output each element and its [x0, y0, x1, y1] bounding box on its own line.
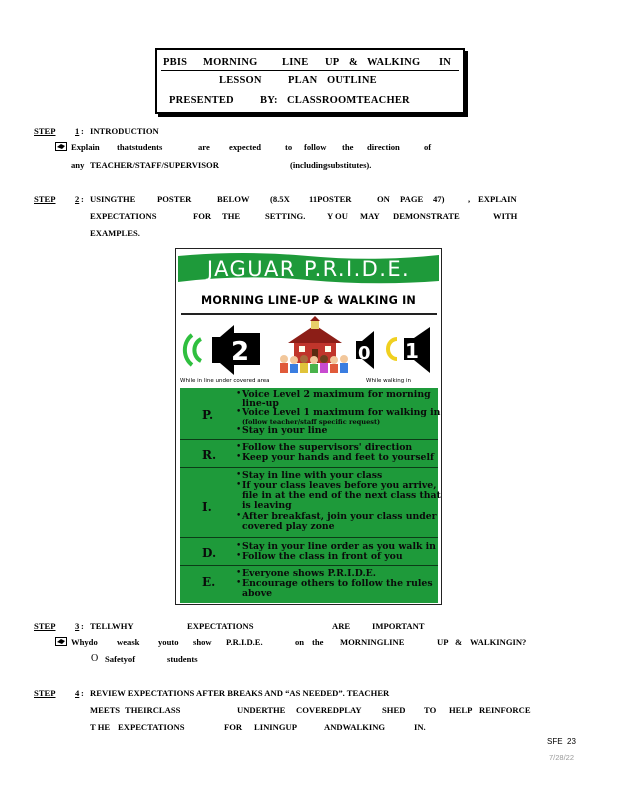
text-word: FOR: [193, 211, 212, 221]
page-number: 23: [567, 737, 576, 746]
text-word: (8.5X: [270, 194, 290, 204]
row-letter: I.: [202, 500, 212, 514]
row-line: Voice Level 1 maximum for walking in: [242, 407, 441, 418]
row-line: Follow the supervisors' direction: [242, 442, 413, 453]
step-number: 4: [75, 688, 80, 698]
text-word: ON: [377, 194, 390, 204]
title-word: UP: [325, 57, 340, 68]
text-word: youto: [158, 637, 179, 647]
text-word: T HE: [90, 722, 111, 732]
caption-right: While walking in: [366, 378, 411, 384]
text-word: thatstudents: [117, 142, 163, 152]
title-word: OUTLINE: [327, 75, 377, 86]
title-underline: [161, 70, 459, 71]
row-line: (follow teacher/staff specific request): [242, 418, 381, 426]
text-word: PAGE: [400, 194, 424, 204]
text-word: LININGUP: [254, 722, 297, 732]
text-word: weask: [117, 637, 140, 647]
hand-pointer-icon: [55, 142, 67, 151]
text-word: EXAMPLES.: [90, 228, 140, 238]
text-word: REINFORCE: [479, 705, 531, 715]
row-line: line-up: [242, 398, 279, 409]
text-word: direction: [367, 142, 400, 152]
voice-level-number: 0: [358, 343, 371, 364]
text-word: EXPLAIN: [478, 194, 517, 204]
text-word: Whydo: [71, 637, 98, 647]
title-word: MORNING: [203, 57, 258, 68]
text-word: Y OU: [327, 211, 348, 221]
title-word: BY:: [260, 95, 278, 106]
row-line: Keep your hands and feet to yourself: [242, 452, 435, 463]
bullet: •: [236, 389, 242, 399]
voice-level-number: 2: [231, 337, 250, 367]
title-word: PLAN: [288, 75, 318, 86]
bullet: •: [236, 480, 242, 490]
title-word: LINE: [282, 57, 309, 68]
row-line: Encourage others to follow the rules: [242, 578, 433, 589]
text-word: TELLWHY: [90, 621, 134, 631]
text-word: ,: [468, 194, 471, 204]
text-word: 11POSTER: [309, 194, 352, 204]
bullet: •: [236, 568, 242, 578]
text-word: MAY: [360, 211, 380, 221]
text-word: WALKINGIN?: [470, 637, 527, 647]
bullet: •: [236, 452, 242, 462]
step-label: STEP: [34, 688, 56, 698]
text-word: FOR: [224, 722, 243, 732]
text-word: P.R.I.D.E.: [226, 637, 263, 647]
children-icon: [280, 355, 348, 373]
title-word: PRESENTED: [169, 95, 234, 106]
row-line: Voice Level 2 maximum for morning: [242, 389, 431, 400]
hand-pointer-icon: [55, 637, 67, 646]
text-word: SETTING.: [265, 211, 306, 221]
sound-wave-icon: [185, 335, 192, 365]
schoolhouse-icon: [288, 316, 342, 363]
sound-wave-icon: [194, 339, 201, 361]
text-word: are: [198, 142, 210, 152]
row-line: Follow the class in front of you: [242, 551, 403, 562]
bullet: •: [236, 407, 242, 417]
step-label: STEP: [34, 194, 56, 204]
title-box: [155, 48, 465, 114]
text-word: EXPECTATIONS: [118, 722, 185, 732]
text-word: EXPECTATIONS: [187, 621, 254, 631]
text-word: TEACHER/STAFF/SUPERVISOR: [90, 160, 219, 170]
text-word: ANDWALKING: [324, 722, 386, 732]
row-line: Stay in line with your class: [242, 470, 383, 481]
text-word: BELOW: [217, 194, 250, 204]
row-letter: D.: [202, 546, 217, 560]
bullet: •: [236, 442, 242, 452]
poster-banner: [178, 252, 439, 284]
text-word: WITH: [493, 211, 518, 221]
row-line: is leaving: [242, 500, 292, 511]
row-line: above: [242, 588, 273, 599]
step-heading: INTRODUCTION: [90, 126, 159, 136]
row-divider: [180, 537, 438, 538]
text-word: Safetyof: [105, 654, 136, 664]
text-word: DEMONSTRATE: [393, 211, 460, 221]
step-label: STEP: [34, 126, 56, 136]
text-word: USINGTHE: [90, 194, 136, 204]
step-heading: REVIEW EXPECTATIONS AFTER BREAKS AND “AS NEEDED”. TEACHER: [90, 688, 390, 698]
row-divider: [180, 439, 438, 440]
step-colon: :: [81, 621, 84, 631]
text-word: on: [295, 637, 305, 647]
row-line: If your class leaves before you arrive,: [242, 480, 437, 491]
sound-wave-icon: [388, 339, 397, 359]
bullet: •: [236, 578, 242, 588]
text-word: TO: [424, 705, 437, 715]
poster-subtitle: MORNING LINE-UP & WALKING IN: [200, 294, 416, 307]
text-word: the: [342, 142, 354, 152]
text-word: THE: [222, 211, 241, 221]
row-letter: E.: [202, 575, 216, 589]
step-number: 2: [75, 194, 80, 204]
text-word: MEETS: [90, 705, 121, 715]
row-divider: [180, 467, 438, 468]
circle-bullet: O: [91, 653, 99, 664]
bullet: •: [236, 470, 242, 480]
text-word: MORNINGLINE: [340, 637, 405, 647]
step-number: 3: [75, 621, 80, 631]
bullet: •: [236, 425, 242, 435]
title-word: WALKING: [367, 57, 421, 68]
footer-date: 7/28/22: [549, 753, 575, 762]
bullet: •: [236, 541, 242, 551]
text-word: show: [193, 637, 212, 647]
caption-left: While in line under covered area: [180, 378, 270, 384]
bullet: •: [236, 551, 242, 561]
bullet: •: [236, 511, 242, 521]
step-label: STEP: [34, 621, 56, 631]
text-word: UP: [437, 637, 449, 647]
title-word: PBIS: [163, 57, 188, 68]
text-word: ARE: [332, 621, 351, 631]
text-word: THEIRCLASS: [125, 705, 181, 715]
row-letter: R.: [202, 448, 217, 462]
voice-level-number: 1: [405, 339, 419, 363]
row-line: covered play zone: [242, 521, 335, 532]
text-word: (includingsubstitutes).: [290, 160, 372, 170]
text-word: IN.: [414, 722, 426, 732]
step-colon: :: [81, 194, 84, 204]
text-word: COVEREDPLAY: [296, 705, 362, 715]
title-word: IN: [439, 57, 452, 68]
text-word: of: [424, 142, 432, 152]
row-line: Everyone shows P.R.I.D.E.: [242, 568, 377, 579]
title-word: &: [349, 57, 358, 68]
text-word: Explain: [71, 142, 100, 152]
row-line: After breakfast, join your class under: [242, 511, 437, 522]
row-line: Stay in your line: [242, 425, 328, 436]
row-letter: P.: [202, 408, 214, 422]
row-line: Stay in your line order as you walk in: [242, 541, 436, 552]
text-word: HELP: [449, 705, 473, 715]
step-colon: :: [81, 688, 84, 698]
text-word: any: [71, 160, 85, 170]
text-word: expected: [229, 142, 261, 152]
text-word: POSTER: [157, 194, 192, 204]
text-word: the: [312, 637, 324, 647]
text-word: IMPORTANT: [372, 621, 425, 631]
footer-code: SFE: [547, 737, 563, 746]
text-word: to: [285, 142, 293, 152]
text-word: &: [455, 637, 463, 647]
step-colon: :: [81, 126, 84, 136]
poster-banner-text: JAGUAR P.R.I.D.E.: [206, 257, 411, 281]
text-word: UNDERTHE: [237, 705, 286, 715]
text-word: follow: [304, 142, 327, 152]
title-word: CLASSROOMTEACHER: [287, 95, 410, 106]
text-word: SHED: [382, 705, 406, 715]
pride-table: [180, 388, 441, 603]
step-number: 1: [75, 126, 80, 136]
poster: [175, 248, 442, 605]
voice-level-graphics: [176, 315, 442, 375]
text-word: students: [167, 654, 198, 664]
title-word: LESSON: [219, 75, 262, 86]
text-word: EXPECTATIONS: [90, 211, 157, 221]
row-divider: [180, 565, 438, 566]
row-line: file in at the end of the next class that: [242, 490, 441, 501]
text-word: 47): [433, 194, 445, 204]
